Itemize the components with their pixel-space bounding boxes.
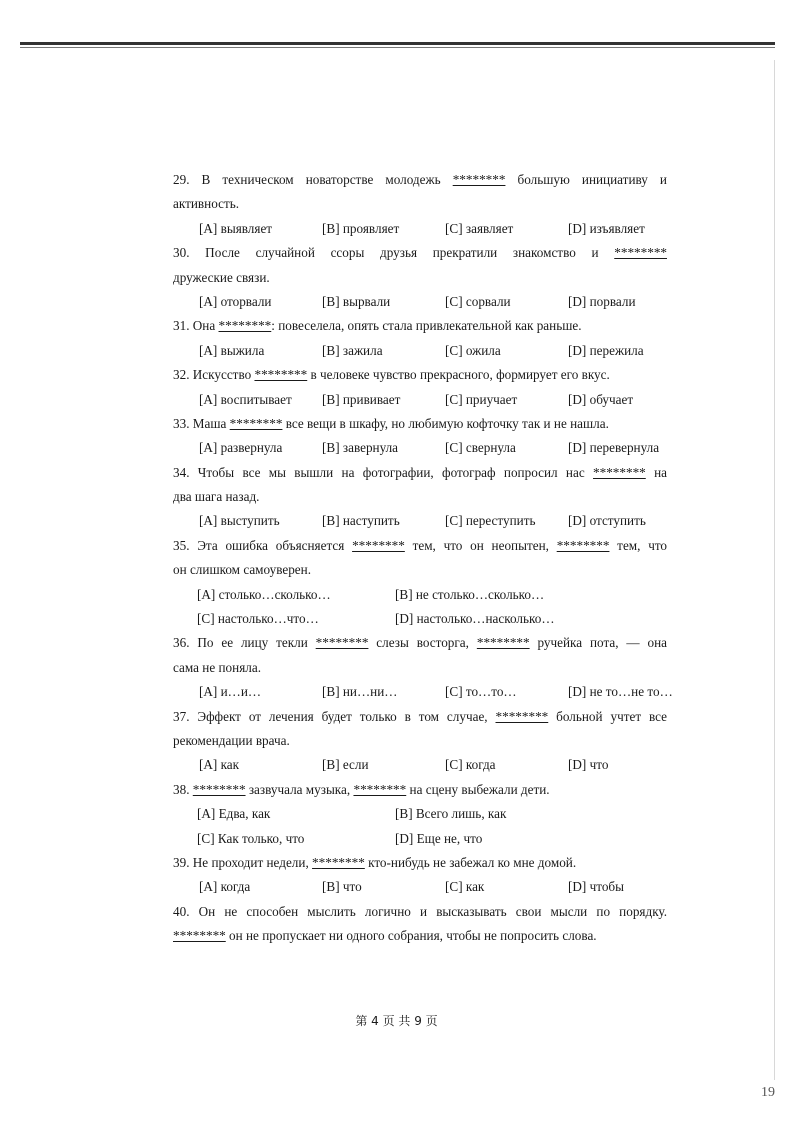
question-text-segment: больной учтет все (548, 708, 668, 724)
answer-option: [D] что (568, 757, 609, 773)
answer-option: [A] выжила (199, 342, 265, 358)
answer-options-row (173, 388, 667, 412)
question-text-segment: активность. (173, 196, 240, 212)
answer-option: [D] перевернула (568, 440, 660, 456)
question-text-segment: ручейка пота, — она (529, 635, 667, 651)
question-text-continued (173, 558, 667, 582)
question-text-continued (173, 656, 667, 680)
answer-option: [D] изъявляет (568, 220, 645, 236)
answer-option: [B] завернула (322, 440, 399, 456)
question-text-segment: зазвучала музыка, (245, 781, 354, 797)
question-text-segment: : повеселела, опять стала привлекательной как раньше. (271, 318, 582, 334)
question-block (173, 778, 667, 851)
answer-option: [B] что (322, 879, 362, 895)
question-text-segment: 38. (173, 781, 193, 797)
question-text-segment: 33. Маша (173, 415, 230, 431)
question-text-segment: кто-нибудь не забежал ко мне домой. (364, 854, 577, 870)
question-text-segment: 39. Не проходит недели, (173, 854, 313, 870)
question-text-continued (173, 729, 667, 753)
question-text-continued (173, 192, 667, 216)
answer-blank: ******** (556, 537, 610, 553)
answer-option: [B] Всего лишь, как (395, 806, 507, 822)
question-text (173, 241, 667, 265)
answer-option: [B] не столько…сколько… (395, 586, 545, 602)
question-text-segment: рекомендации врача. (173, 732, 290, 748)
question-text-continued (173, 266, 667, 290)
answer-blank: ******** (254, 367, 308, 383)
question-text-segment: 36. По ее лицу текли (173, 635, 316, 651)
answer-options-row (173, 680, 673, 704)
question-text (173, 851, 667, 875)
question-block (173, 168, 667, 241)
question-text-segment: слезы восторга, (368, 635, 477, 651)
question-text-segment: 34. Чтобы все мы вышли на фотографии, фотограф попросил нас (173, 464, 594, 480)
question-text-segment: 37. Эффект от лечения будет только в том случае, (173, 708, 496, 724)
answer-option: [C] свернула (445, 440, 516, 456)
header-rule-thin (20, 47, 775, 48)
question-block (173, 363, 667, 412)
question-text-segment: большую инициативу и (505, 172, 667, 187)
answer-options-row (173, 436, 667, 460)
question-text-continued (173, 485, 667, 509)
answer-options-row (173, 217, 667, 241)
exam-content (173, 168, 673, 949)
question-text (173, 778, 667, 802)
question-block (173, 851, 667, 900)
answer-options-row (173, 583, 667, 607)
answer-option: [D] порвали (568, 293, 636, 309)
question-block (173, 900, 667, 949)
scan-edge (774, 60, 775, 1080)
question-text-segment: все вещи в шкафу, но любимую кофточку так и не нашла. (282, 415, 609, 431)
answer-option: [A] Едва, как (197, 806, 271, 822)
answer-option: [C] Как только, что (197, 830, 305, 846)
question-block (173, 705, 667, 778)
answer-blank: ******** (312, 854, 365, 870)
answer-blank: ******** (192, 781, 246, 797)
answer-blank: ******** (315, 635, 369, 651)
answer-option: [A] воспитывает (199, 391, 292, 407)
answer-blank: ******** (593, 464, 646, 480)
answer-option: [A] и…и… (199, 684, 262, 700)
answer-option: [D] не то…не то… (568, 684, 673, 700)
answer-blank: ******** (229, 415, 283, 431)
answer-options-row (173, 875, 667, 899)
answer-options-row (173, 509, 667, 533)
answer-option: [D] чтобы (568, 879, 624, 895)
answer-blank: ******** (353, 781, 407, 797)
answer-blank: ******** (495, 708, 549, 724)
question-block (173, 534, 667, 632)
question-text (173, 412, 667, 436)
header-rule (20, 42, 775, 45)
question-text-segment: на (645, 464, 667, 480)
question-text-segment: 32. Искусство (173, 367, 255, 383)
question-block (173, 631, 673, 704)
answer-option: [B] вырвали (322, 293, 391, 309)
question-text (173, 631, 667, 655)
question-text-segment: он не пропускает ни одного собрания, чтобы не попросить слова. (225, 928, 597, 944)
question-block (173, 412, 667, 461)
answer-option: [D] отступить (568, 513, 646, 529)
answer-option: [A] когда (199, 879, 251, 895)
answer-option: [B] ни…ни… (322, 684, 398, 700)
answer-option: [C] то…то… (445, 684, 517, 700)
question-text (173, 534, 667, 558)
answer-options-row (173, 607, 667, 631)
answer-option: [A] столько…сколько… (197, 586, 331, 602)
answer-option: [B] если (322, 757, 369, 773)
answer-option: [D] обучает (568, 391, 634, 407)
answer-option: [D] Еще не, что (395, 830, 483, 846)
answer-blank: ******** (614, 245, 667, 261)
answer-blank: ******** (452, 172, 506, 187)
question-block (173, 314, 667, 363)
answer-options-row (173, 339, 667, 363)
answer-options-row (173, 802, 667, 826)
question-text-segment: он слишком самоуверен. (173, 562, 312, 578)
question-text-segment: тем, что он неопытен, (404, 537, 557, 553)
answer-option: [A] развернула (199, 440, 283, 456)
question-text (173, 900, 667, 924)
page-footer: 第 4 页 共 9 页 (355, 1014, 438, 1028)
question-text (173, 705, 667, 729)
question-text-segment: в человеке чувство прекрасного, формирует его вкус. (307, 367, 610, 383)
question-text (173, 461, 667, 485)
question-text-continued (173, 924, 667, 948)
question-block (173, 241, 667, 314)
question-text (173, 314, 667, 338)
question-text-segment: 30. После случайной ссоры друзья прекратили знакомство и (173, 245, 615, 261)
answer-option: [C] ожила (445, 342, 501, 358)
question-text-segment: два шага назад. (173, 489, 260, 505)
question-block (173, 461, 667, 534)
question-text-segment: 29. В техническом новаторстве молодежь (173, 172, 453, 187)
answer-blank: ******** (173, 928, 226, 944)
question-text-segment: 31. Она (173, 318, 219, 334)
answer-options-row (173, 290, 667, 314)
answer-option: [A] выявляет (199, 220, 273, 236)
answer-option: [B] наступить (322, 513, 400, 529)
question-text-segment: 40. Он не способен мыслить логично и высказывать свои мысли по порядку. (173, 903, 667, 919)
answer-option: [C] настолько…что… (197, 611, 319, 627)
answer-option: [C] переступить (445, 513, 536, 529)
answer-option: [A] выступить (199, 513, 280, 529)
answer-option: [B] проявляет (322, 220, 400, 236)
answer-options-row (173, 827, 667, 851)
question-text-segment: на сцену выбежали дети. (406, 781, 550, 797)
answer-option: [A] оторвали (199, 293, 272, 309)
question-text (173, 168, 667, 192)
answer-option: [C] заявляет (445, 220, 514, 236)
question-text-segment: 35. Эта ошибка объясняется (173, 537, 353, 553)
answer-option: [C] приучает (445, 391, 518, 407)
answer-options-row (173, 753, 667, 777)
answer-blank: ******** (352, 537, 405, 553)
answer-blank: ******** (218, 318, 272, 334)
question-text-segment: дружеские связи. (173, 269, 270, 285)
question-text-segment: сама не поняла. (173, 659, 261, 675)
answer-blank: ******** (476, 635, 530, 651)
question-text-segment: тем, что (609, 537, 668, 553)
answer-option: [C] сорвали (445, 293, 511, 309)
answer-option: [A] как (199, 757, 240, 773)
answer-option: [D] пережила (568, 342, 644, 358)
answer-option: [C] как (445, 879, 485, 895)
answer-option: [B] зажила (322, 342, 383, 358)
answer-option: [B] прививает (322, 391, 401, 407)
answer-option: [D] настолько…насколько… (395, 611, 555, 627)
page-number: 19 (761, 1085, 775, 1100)
question-text (173, 363, 667, 387)
answer-option: [C] когда (445, 757, 496, 773)
